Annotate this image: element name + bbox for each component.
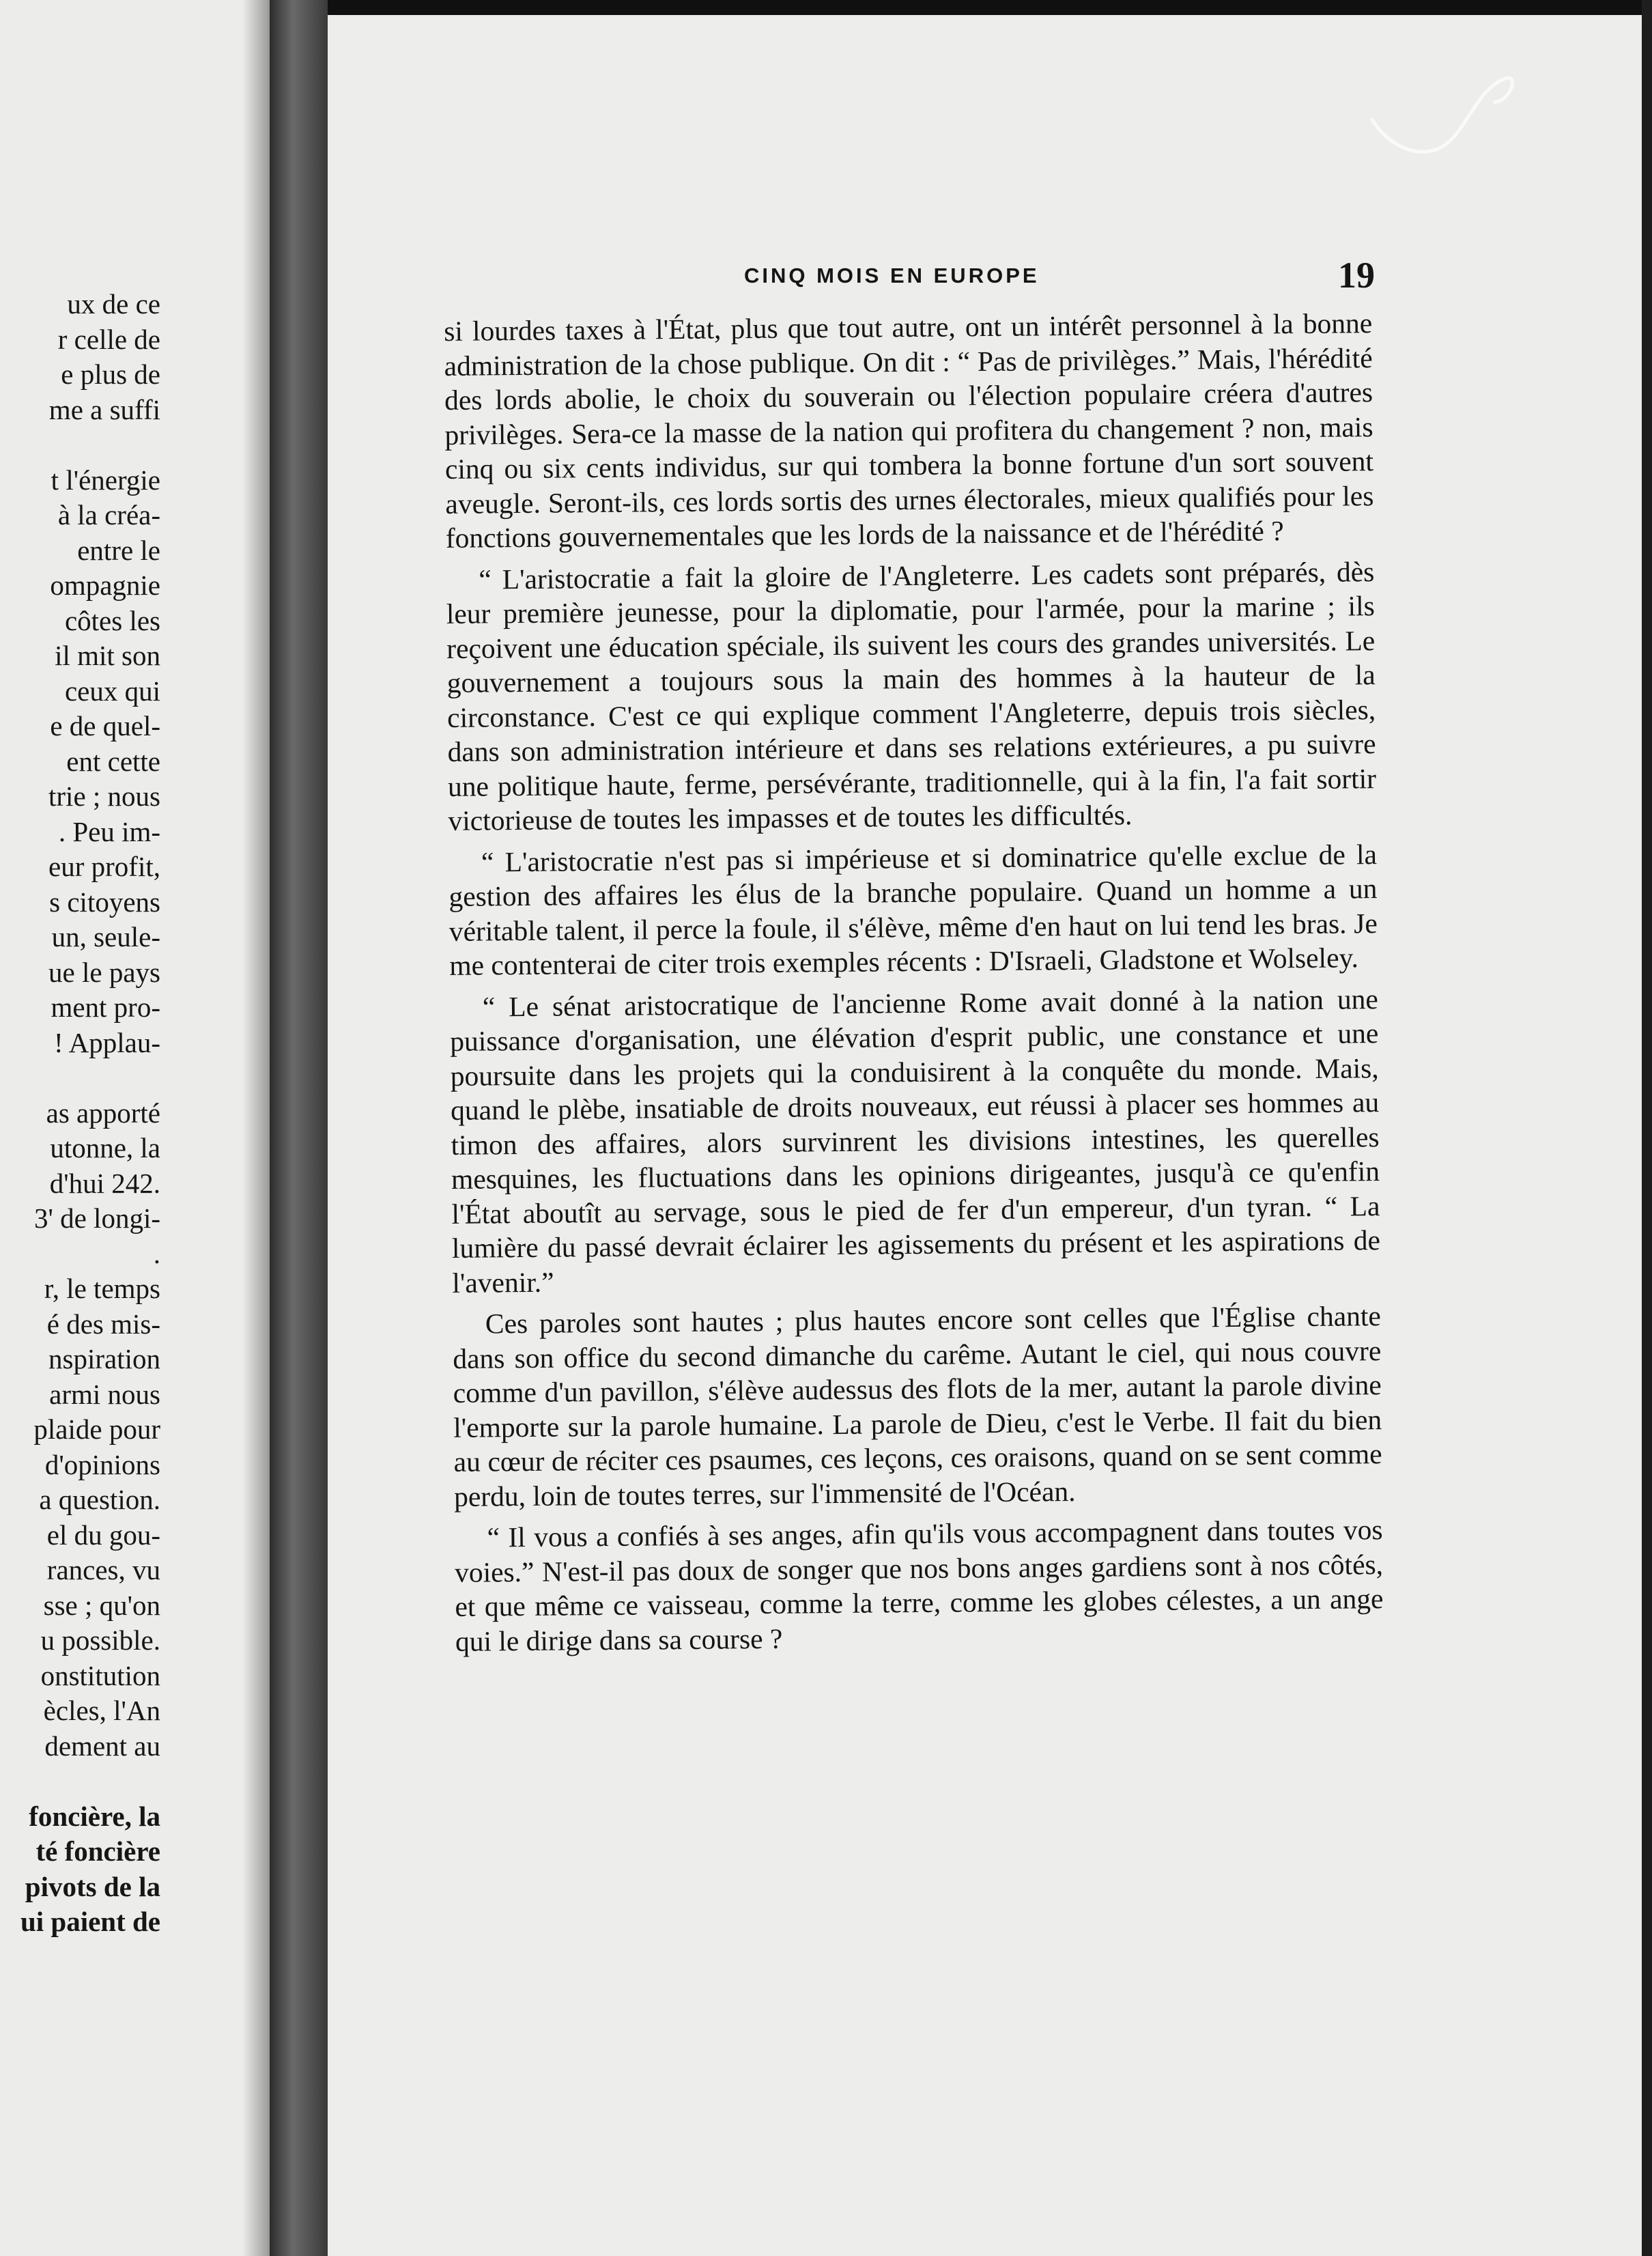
previous-page-line: . bbox=[153, 1238, 160, 1269]
previous-page-line: 3' de longi- bbox=[33, 1202, 160, 1234]
page-number: 19 bbox=[1338, 255, 1375, 296]
previous-page-line: ent cette bbox=[66, 746, 160, 777]
previous-page-line: sse ; qu'on bbox=[43, 1590, 160, 1621]
previous-page-line: nspiration bbox=[48, 1343, 160, 1374]
previous-page-line: ompagnie bbox=[50, 569, 160, 601]
previous-page-line: me a suffi bbox=[48, 394, 160, 425]
previous-page-line: té foncière bbox=[35, 1835, 160, 1867]
previous-page-line: dement au bbox=[44, 1730, 160, 1762]
paragraph: “ L'aristocratie n'est pas si impérieuse et si dominatrice qu'elle exclue de la gestion des affaires les élus de la branche populaire. Quand un homme a un véritable talent, il perce la foule, il s'élève, même d'en haut on lui tend les bras. Je me contenterai de citer trois exemples récents : D'Israeli, Gladstone et Wolseley. bbox=[448, 838, 1378, 981]
previous-page-line: utonne, la bbox=[50, 1132, 160, 1164]
paragraph: si lourdes taxes à l'État, plus que tout autre, ont un intérêt personnel à la bonne administration de la chose publique. On dit : “ Pas de privilèges.” Mais, l'hérédité des lords abolie, le choix du souverain ou l'élection populaire créera d'autres privilèges. Sera-ce la masse de la nation qui profitera du changement ? non, mais cinq ou six cents individus, sur qui tombera la bonne fortune d'un sort souvent aveugle. Seront-ils, ces lords sortis des urnes électorales, mieux qualifiés pour les fonctions gouvernementales que les lords de la naissance et de l'hérédité ? bbox=[444, 307, 1374, 554]
previous-page-line: foncière, la bbox=[29, 1801, 160, 1832]
previous-page-line: ux de ce bbox=[67, 288, 160, 320]
previous-page-line: e plus de bbox=[61, 358, 160, 390]
previous-page-line: é des mis- bbox=[46, 1308, 160, 1340]
previous-page-line: e de quel- bbox=[50, 710, 160, 742]
previous-page-line: entre le bbox=[77, 535, 160, 566]
previous-page-line: d'hui 242. bbox=[49, 1168, 160, 1199]
previous-page-line: as apporté bbox=[46, 1097, 160, 1129]
previous-page-line: t l'énergie bbox=[51, 464, 160, 496]
previous-page-line: ui paient de bbox=[20, 1906, 160, 1937]
previous-page-line: r celle de bbox=[57, 324, 160, 355]
paragraph: “ Le sénat aristocratique de l'ancienne Rome avait donné à la nation une puissance d'organisation, une élévation d'esprit public, une constance et une poursuite dans les projets qui la conduisirent à la conquête du monde. Mais, quand le plèbe, insatiable de droits nouveaux, eut réussi à placer ses hommes au timon des affaires, alors survinrent les divisions intestines, les querelles mesquines, les fluctuations dans les opinions dirigeantes, jusqu'à ce qu'enfin l'État aboutît au servage, sous le pied de fer d'un empereur, d'un tyran. “ La lumière du passé devrait éclairer les agissements du présent et les aspirations de l'avenir.” bbox=[450, 983, 1381, 1299]
previous-page-line: ment pro- bbox=[51, 991, 160, 1023]
book-gutter bbox=[270, 0, 328, 2256]
previous-page-line: ècles, l'An bbox=[43, 1695, 160, 1726]
paragraph: Ces paroles sont hautes ; plus hautes encore sont celles que l'Église chante dans son office du second dimanche du carême. Autant le ciel, qui nous couvre comme d'un pavillon, s'élève audessus des flots de la mer, autant la parole divine l'emporte sur la parole humaine. La parole de Dieu, c'est le Verbe. Il fait du bien au cœur de réciter ces psaumes, ces leçons, ces oraisons, quand on se sent comme perdu, loin de toutes terres, sur l'immensité de l'Océan. bbox=[453, 1300, 1382, 1512]
previous-page-line: . Peu im- bbox=[58, 816, 160, 847]
page-body bbox=[444, 306, 1384, 1659]
previous-page-line: plaide pour bbox=[33, 1413, 160, 1445]
scan-right-border bbox=[1642, 0, 1652, 2256]
previous-page-line: u possible. bbox=[40, 1624, 160, 1656]
previous-page-line: eur profit, bbox=[48, 851, 160, 882]
previous-page-line: un, seule- bbox=[51, 921, 160, 953]
previous-page-line: côtes les bbox=[64, 605, 160, 636]
previous-page-line: ceux qui bbox=[64, 675, 160, 707]
paragraph: “ L'aristocratie a fait la gloire de l'Angleterre. Les cadets sont préparés, dès leur première jeunesse, pour la diplomatie, pour l'armée, pour la marine ; ils reçoivent une éducation spéciale, ils suivent les cours des grandes universités. Le gouvernement a toujours sous la main des hommes à la hauteur de la circonstance. C'est ce qui explique comment l'Angleterre, depuis trois siècles, dans son administration intérieure et dans ses relations extérieures, a pu suivre une politique haute, ferme, persévérante, traditionnelle, qui à la fin, l'a fait sortir victorieuse de toutes les impasses et de toutes les difficultés. bbox=[446, 555, 1377, 836]
previous-page-line: pivots de la bbox=[25, 1871, 160, 1902]
previous-page-line: ue le pays bbox=[48, 957, 160, 988]
page-curve-shadow bbox=[242, 0, 270, 2256]
pencil-mark-icon bbox=[1358, 61, 1563, 178]
previous-page-line: r, le temps bbox=[44, 1273, 160, 1304]
previous-page-line: d'opinions bbox=[44, 1449, 160, 1480]
previous-page-line: a question. bbox=[39, 1484, 160, 1515]
page-header bbox=[0, 254, 1652, 302]
previous-page-line: onstitution bbox=[40, 1660, 160, 1691]
previous-page-line: ! Applau- bbox=[54, 1027, 160, 1058]
previous-page-line: el du gou- bbox=[46, 1519, 160, 1551]
previous-page-line: rances, vu bbox=[46, 1554, 160, 1585]
previous-page-line: il mit son bbox=[55, 640, 160, 671]
previous-page-line: à la créa- bbox=[57, 499, 160, 531]
previous-page-line: s citoyens bbox=[49, 886, 160, 918]
paragraph: “ Il vous a confiés à ses anges, afin qu'ils vous accompagnent dans toutes vos voies.” N'est-il pas doux de songer que nos bons anges gardiens sont à nos côtés, et que même ce vaisseau, comme la terre, comme les globes célestes, a un ange qui le dirige dans sa course ? bbox=[454, 1514, 1384, 1657]
running-head: CINQ MOIS EN EUROPE bbox=[744, 264, 1040, 287]
previous-page-line: armi nous bbox=[49, 1379, 160, 1410]
scan-top-border bbox=[328, 0, 1652, 15]
previous-page-fragment bbox=[0, 0, 270, 2256]
previous-page-line: trie ; nous bbox=[48, 780, 160, 812]
